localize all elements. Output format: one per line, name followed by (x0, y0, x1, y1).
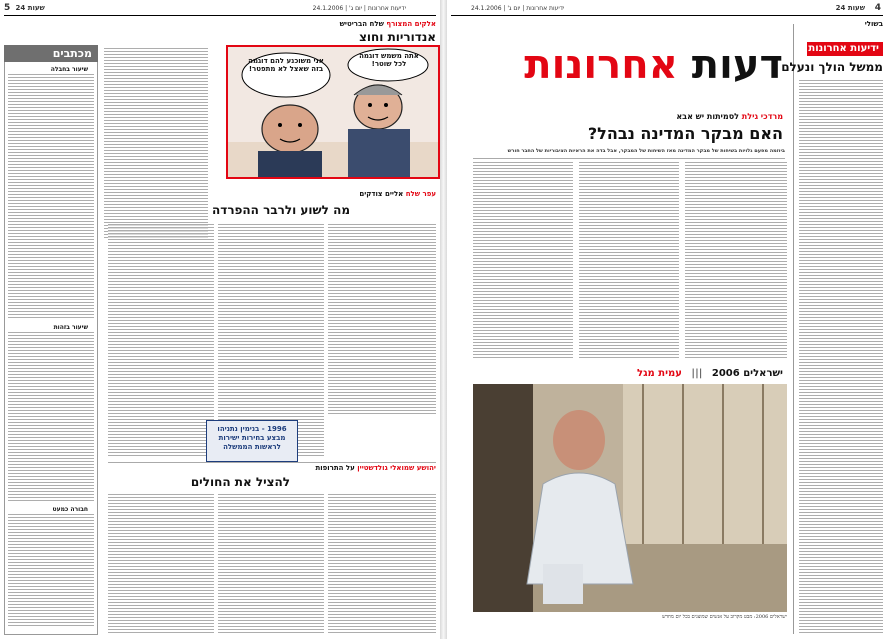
quote-box (206, 420, 298, 462)
right-running-header (451, 3, 883, 14)
letters-header-bar (4, 45, 98, 62)
article1-col (108, 224, 214, 456)
left-page-number: 5 (4, 3, 11, 13)
side-tag: ידיעות אחרונות (808, 43, 879, 54)
main-subtitle-rule (473, 158, 785, 159)
letter-title: חבורה כמעט (52, 506, 88, 513)
article2-col (108, 494, 214, 633)
left-running-header (4, 3, 436, 14)
letter-title: שיעור בזהות (53, 324, 88, 331)
right-page-number: 4 (874, 3, 881, 13)
cartoon-balloon-right: אתה משמש דוגמה לכל שוטר! (359, 52, 419, 68)
main-byline (676, 112, 783, 121)
masthead (524, 40, 783, 90)
side-tag-bar (807, 42, 883, 56)
side-label: בשולי (864, 20, 883, 28)
main-author: לסמיתות יש אבא (676, 112, 739, 121)
kicker-title: אנדוריות וחוצ (359, 30, 436, 44)
quote-box-text: 1996 - בנימין נתניהו מבצע בחירות ישירות לראשות הממשלה (217, 425, 287, 451)
kicker-label (340, 20, 436, 28)
main-subtitle: ביוזמה מפעם גלויות בשיחות של מבקר המדינה מאז השיחות של המבקר, אבל בדה את הראיות הציבוריות של החבר חורש (507, 148, 785, 154)
editorial-cartoon (226, 45, 440, 179)
kicker-body (104, 48, 208, 238)
article1-title: מה לשוע ולרבר ההפרדה (212, 203, 350, 217)
letter-body (8, 74, 94, 320)
right-section-name: 24 שעות (835, 4, 865, 12)
left-date: ידיעות אחרונות | יום ג' | 24.1.2006 (312, 5, 406, 12)
main-title: האם מבקר המדינה נבהל? (587, 124, 783, 143)
article2-col (218, 494, 324, 633)
right-header-rule (451, 15, 883, 16)
article2-rule (108, 462, 436, 463)
letter-body (8, 514, 94, 628)
photo-header: ישראלים 2006 ||| עמית מגל (637, 368, 783, 379)
feature-photo (473, 384, 787, 612)
letter-title: שיעור בחבלה (50, 66, 88, 73)
article1-author: אליים צודקים (359, 190, 404, 198)
article1-author-red: עפר שלח (405, 190, 436, 198)
main-col (685, 162, 787, 360)
article2-title: להציל את החולים (190, 475, 290, 489)
article2-author-red: יהושע שמואלי גולדשטיין (357, 464, 436, 472)
photo-photographer: עמית מגל (637, 368, 682, 379)
letters-header: מכתבים (52, 47, 92, 60)
right-page (447, 0, 887, 639)
article1-col (328, 224, 436, 414)
cartoon-balloon-left: אני משוכנע להם דוגמה בזה שאצל לא מתפטר! (248, 57, 324, 73)
main-col (579, 162, 679, 360)
side-column-rule (793, 24, 794, 634)
photo-image (473, 384, 787, 612)
photo-place-year: ישראלים 2006 (711, 368, 783, 379)
kicker-author: שלח הבריטיש (339, 20, 384, 28)
right-date: ידיעות אחרונות | יום ג' | 24.1.2006 (471, 5, 565, 12)
kicker-label-red: אלקים המצורף (386, 20, 436, 28)
left-section-name: 24 שעות (15, 4, 45, 12)
left-page (0, 0, 440, 639)
masthead-red: אחרונות (524, 42, 678, 88)
article2-byline (315, 464, 436, 472)
spine-gutter (440, 0, 447, 639)
letter-body (8, 332, 94, 502)
main-col (473, 162, 573, 360)
article2-col (328, 494, 436, 633)
article1-byline (359, 190, 436, 198)
side-title: ממשל הולך ונעלם (781, 60, 883, 74)
photo-caption: ישראלים 2006: מבט מקרוב על אנשים שמוצגים בכל יום מחדש (661, 614, 787, 620)
article2-author: על התרופות (315, 464, 355, 472)
left-header-rule (4, 15, 436, 16)
masthead-black: דעות (691, 42, 783, 88)
side-column-body (799, 80, 883, 633)
main-author-red: מרדכי גילת (741, 112, 783, 121)
